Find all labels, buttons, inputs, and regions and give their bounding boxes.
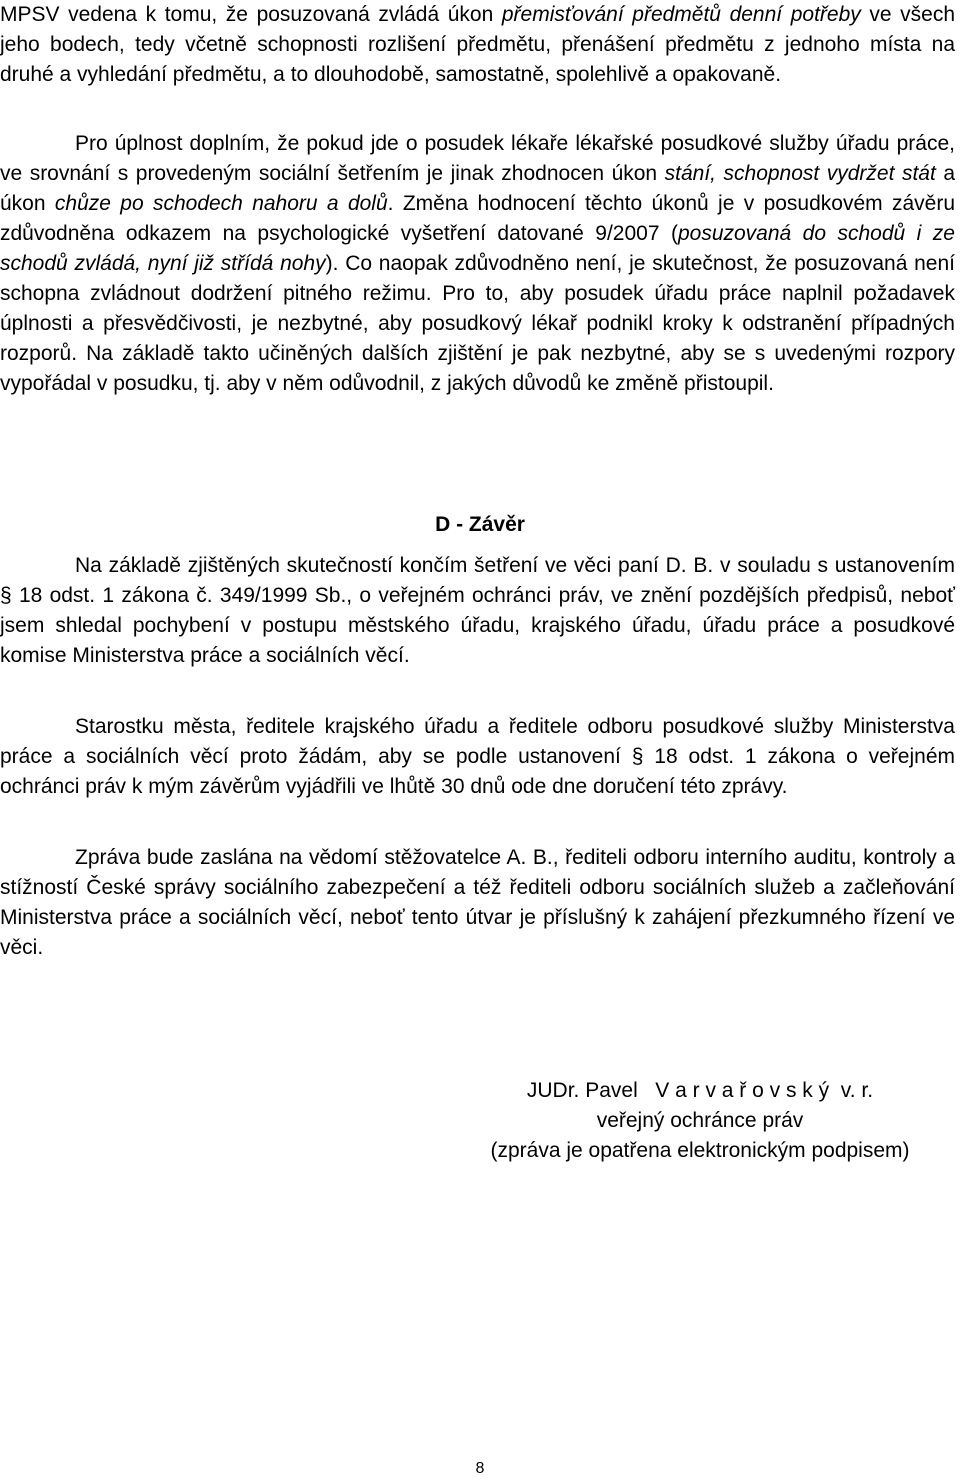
- italic-phrase: chůze po schodech nahoru a dolů: [54, 192, 388, 215]
- signature-name: JUDr. Pavel V a r v a ř o v s k ý v. r.: [526, 1079, 874, 1102]
- italic-phrase: posuzovaná do schodů i ze schodů zvládá, nyní již střídá nohy: [0, 222, 955, 275]
- paragraph-completeness: [0, 129, 955, 399]
- signature-block: [440, 1076, 960, 1166]
- text-run: a úkon: [0, 162, 956, 215]
- paragraph-distribution: Zpráva bude zaslána na vědomí stěžovatelce A. B., řediteli odboru interního auditu, kontroly a stížností České správy sociálního zabezpečení a též řediteli odboru sociálních služeb a začleňování Ministerstva práce a sociálních věcí, neboť tento útvar je příslušný k zahájení přezkumného řízení ve věci.: [0, 846, 955, 959]
- paragraph-intro: [0, 0, 955, 90]
- paragraph-conclusion: Na základě zjištěných skutečností končím šetření ve věci paní D. B. v souladu s ustanovením § 18 odst. 1 zákona č. 349/1999 Sb., o veřejném ochránci práv, ve znění pozdějších předpisů, neboť jsem shledal pochybení v postupu městského úřadu, krajského úřadu, úřadu práce a posudkové komise Ministerstva práce a sociálních věcí.: [0, 554, 955, 667]
- text-run: Pro úplnost doplním, že pokud jde o posudek lékaře lékařské posudkové služby úřadu práce, ve srovnání s provedeným sociální šetřením je jinak zhodnocen úkon: [0, 132, 955, 185]
- section-heading-conclusion: D - Závěr: [435, 513, 525, 536]
- signature-role: veřejný ochránce práv: [596, 1109, 804, 1132]
- paragraph-request: Starostku města, ředitele krajského úřadu a ředitele odboru posudkové služby Ministerstva práce a sociálních věcí proto žádám, aby se podle ustanovení § 18 odst. 1 zákona o veřejném ochránci práv k mým závěrům vyjádřili ve lhůtě 30 dnů ode dne doručení této zprávy.: [0, 715, 955, 798]
- text-run: . Změna hodnocení těchto úkonů je v posudkovém závěru zdůvodněna odkazem na psychologické vyšetření datované 9/2007 (: [0, 192, 956, 245]
- page-number: 8: [475, 1460, 485, 1477]
- italic-phrase: přemisťování předmětů denní potřeby: [501, 3, 861, 26]
- text-run: ). Co naopak zdůvodněno není, je skutečnost, že posuzovaná není schopna zvládnout dodržení pitného režimu. Pro to, aby posudek úřadu práce naplnil požadavek úplnosti a přesvědčivosti, je nezbytné, aby posudkový lékař podnikl kroky k odstranění případných rozporů. Na základě takto učiněných dalších zjištění je pak nezbytné, aby se s uvedenými rozpory vypořádal v posudku, tj. aby v něm odůvodnil, z jakých důvodů ke změně přistoupil.: [0, 252, 956, 395]
- text-run: MPSV vedena k tomu, že posuzovaná zvládá úkon: [0, 3, 502, 26]
- signature-note: (zpráva je opatřena elektronickým podpisem): [490, 1139, 910, 1162]
- text-run: ve všech jeho bodech, tedy včetně schopnosti rozlišení předmětu, přenášení předmětu z jednoho místa na druhé a vyhledání předmětu, a to dlouhodobě, samostatně, spolehlivě a opakovaně.: [0, 3, 956, 86]
- italic-phrase: stání, schopnost vydržet stát: [664, 162, 936, 185]
